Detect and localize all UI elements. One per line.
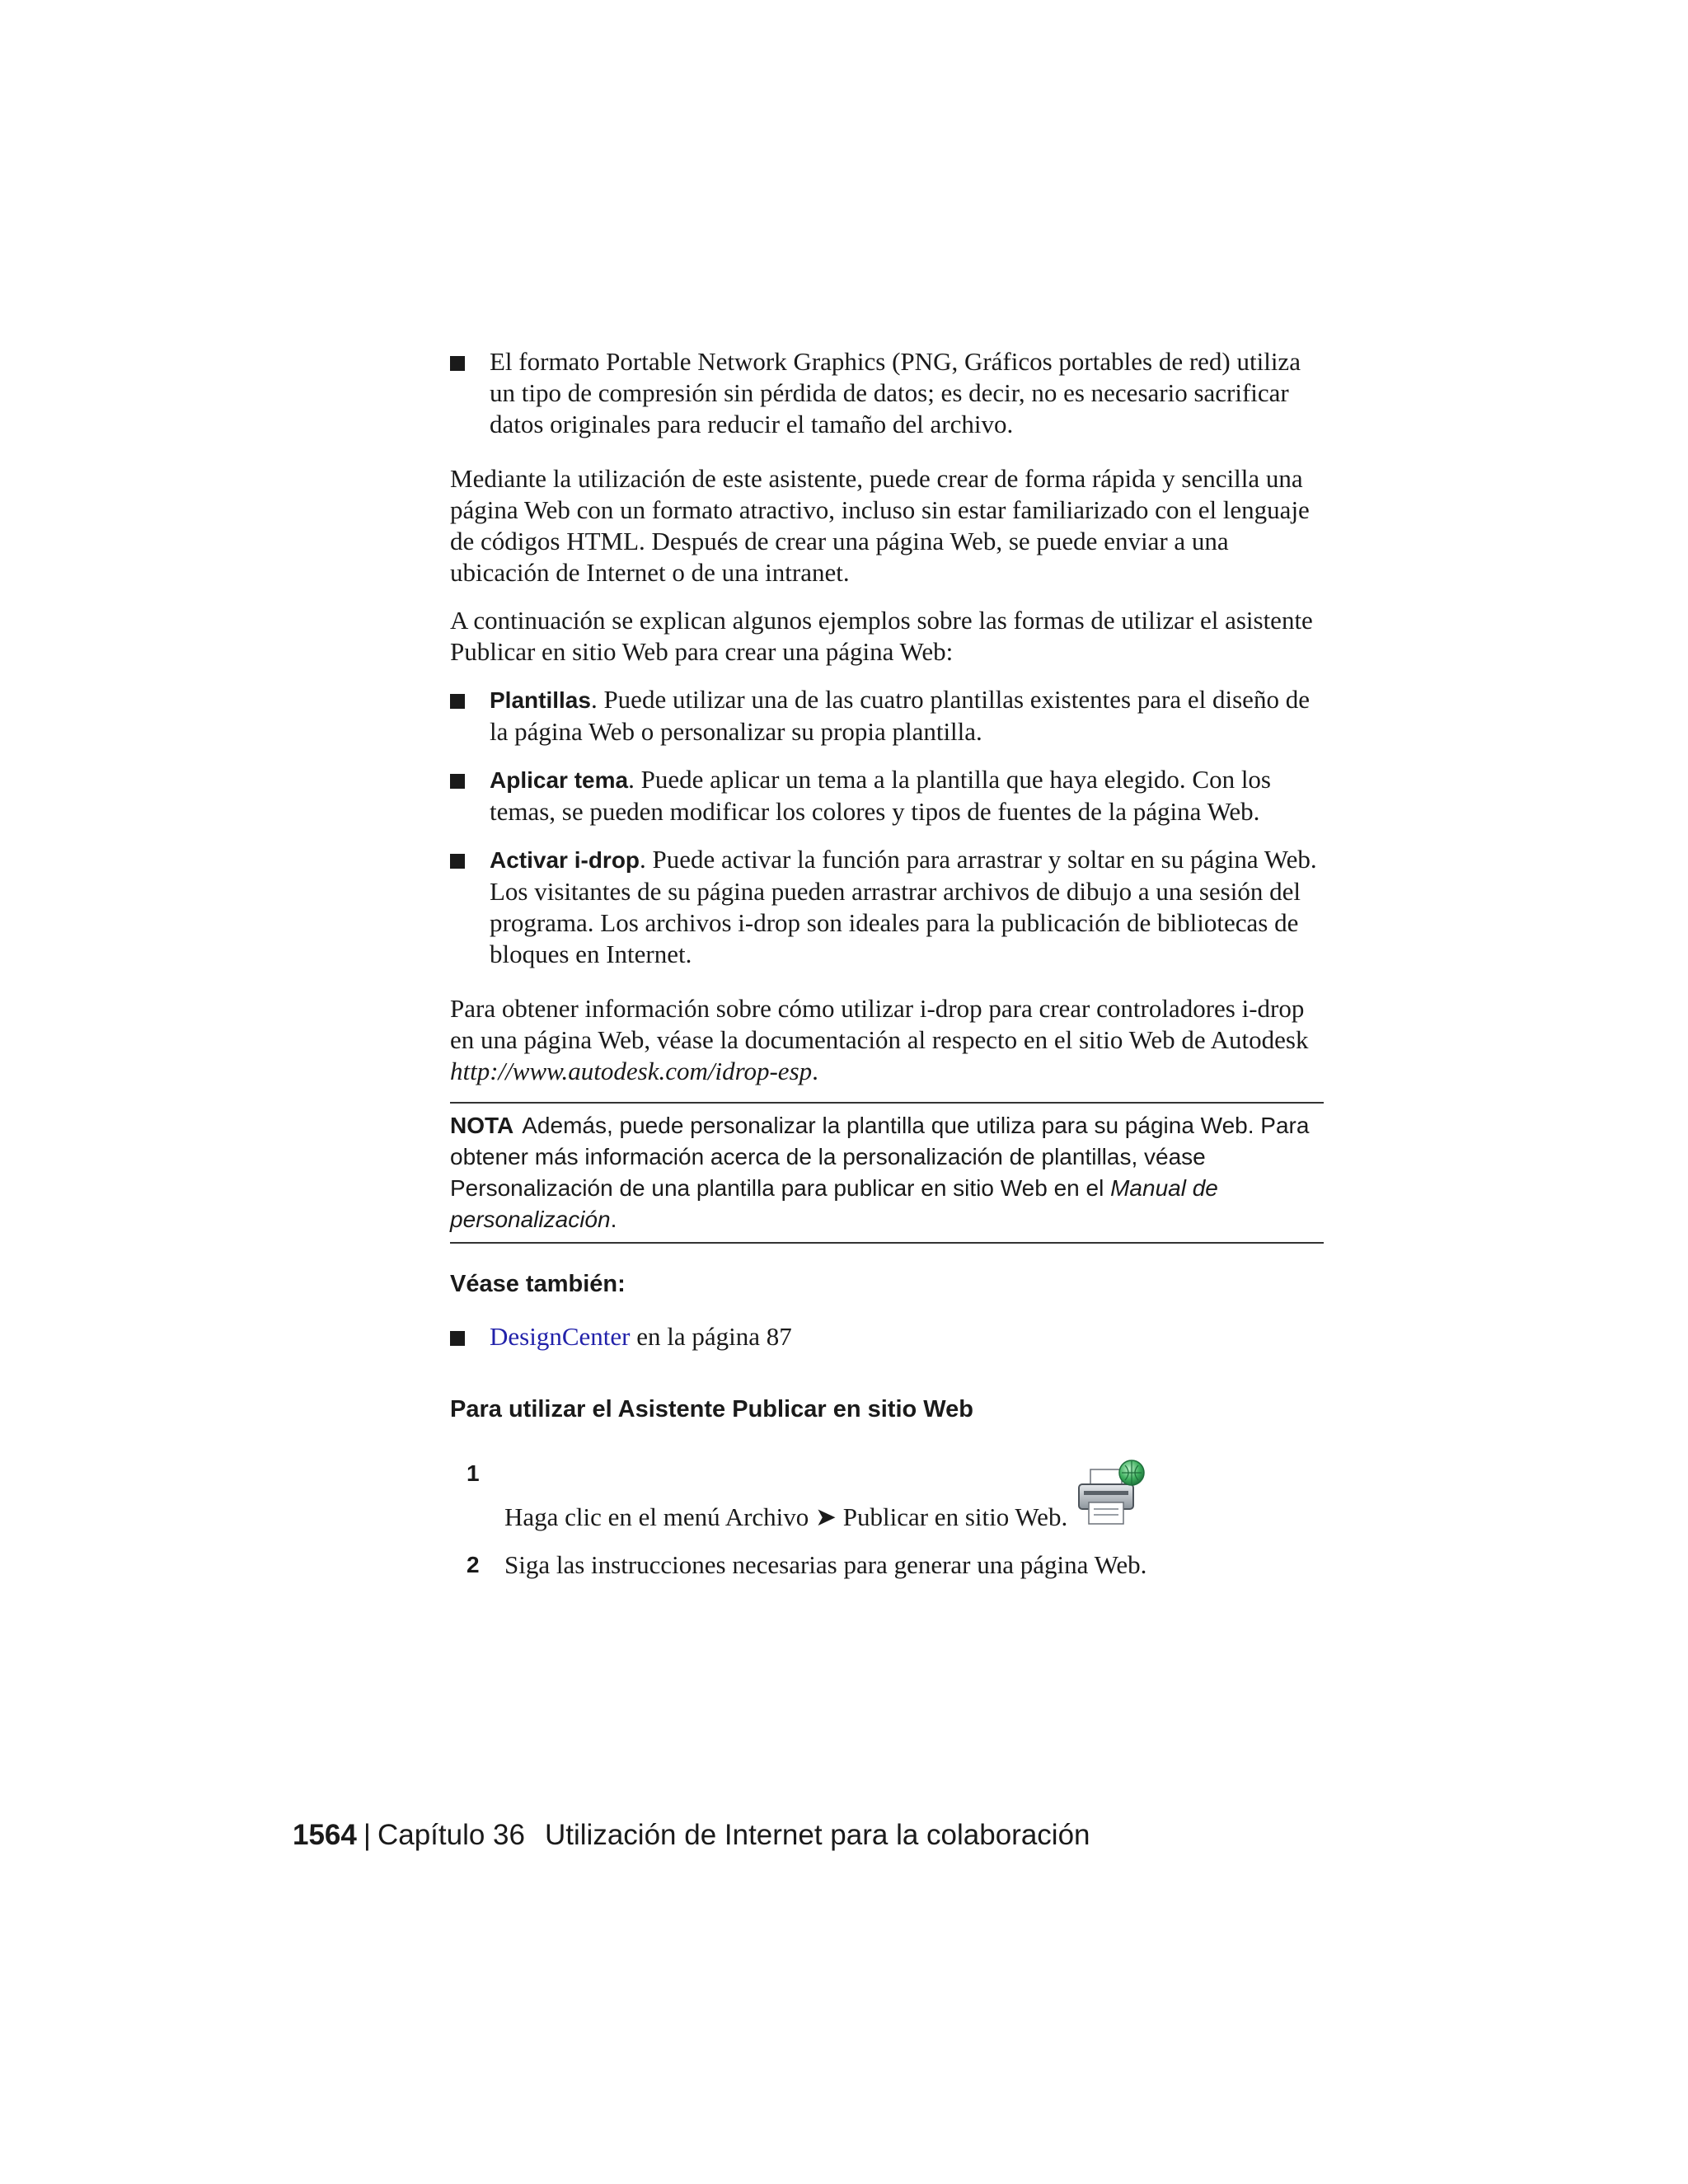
see-also-heading: Véase también: bbox=[450, 1271, 626, 1297]
list-item bbox=[450, 346, 1324, 440]
idrop-paragraph bbox=[450, 993, 1324, 1087]
chapter-title: Utilización de Internet para la colaboración bbox=[545, 1819, 1090, 1851]
bullet-text: . Puede activar la función para arrastrar y soltar en su página Web. Los visitantes de su página pueden arrastrar archivos de dibujo a una sesión del programa. Los archivos i-drop son ideales para la publicación de bibliotecas de bloques en Internet. bbox=[490, 845, 1317, 968]
list-item bbox=[450, 764, 1324, 827]
note-box bbox=[450, 1102, 1324, 1244]
note-text: Además, puede personalizar la plantilla que utiliza para su página Web. Para obtener más información acerca de la personalización de plantillas, véase Personalización de una plantilla para publicar en sitio Web en el bbox=[450, 1113, 1310, 1201]
square-bullet-icon bbox=[450, 694, 465, 709]
procedure-step bbox=[450, 1549, 1324, 1581]
idrop-paragraph-end: . bbox=[812, 1057, 818, 1085]
procedure-heading: Para utilizar el Asistente Publicar en sitio Web bbox=[450, 1396, 973, 1422]
step-number: 1 bbox=[467, 1460, 480, 1486]
square-bullet-icon bbox=[450, 1331, 465, 1346]
step-text: Haga clic en el menú Archivo ➤ Publicar en sitio Web. bbox=[504, 1502, 1068, 1531]
bullet-term-aplicar-tema: Aplicar tema bbox=[490, 767, 629, 793]
page-content bbox=[450, 346, 1324, 1581]
examples-paragraph: A continuación se explican algunos ejemplos sobre las formas de utilizar el asistente Publicar en sitio Web para crear una página Web: bbox=[450, 606, 1313, 666]
intro-paragraph: Mediante la utilización de este asistente, puede crear de forma rápida y sencilla una página Web con un formato atractivo, incluso sin estar familiarizado con el lenguaje de códigos HTML. Después de crear una página Web, se puede enviar a una ubicación de Internet o de una intranet. bbox=[450, 464, 1310, 587]
step-number: 2 bbox=[467, 1552, 480, 1577]
page-footer bbox=[293, 1817, 1090, 1854]
square-bullet-icon bbox=[450, 854, 465, 869]
chapter-label: Capítulo 36 bbox=[377, 1819, 525, 1851]
procedure-step bbox=[450, 1458, 1324, 1533]
square-bullet-icon bbox=[450, 356, 465, 371]
manual-reference: Manual de personalización bbox=[450, 1175, 1218, 1232]
note-end: . bbox=[610, 1207, 617, 1232]
idrop-paragraph-text: Para obtener información sobre cómo utilizar i-drop para crear controladores i-drop en una página Web, véase la documentación al respecto en el sitio Web de Autodesk bbox=[450, 994, 1309, 1054]
note-label: NOTA bbox=[450, 1113, 514, 1138]
see-also-rest: en la página 87 bbox=[630, 1322, 792, 1351]
bullet-text: . Puede utilizar una de las cuatro plantillas existentes para el diseño de la página Web o personalizar su propia plantilla. bbox=[490, 685, 1310, 746]
bullet-term-activar-idrop: Activar i-drop bbox=[490, 847, 640, 873]
list-item bbox=[450, 1321, 1324, 1352]
page-number: 1564 bbox=[293, 1819, 357, 1851]
bullet-text: . Puede aplicar un tema a la plantilla que haya elegido. Con los temas, se pueden modificar los colores y tipos de fuentes de la página Web. bbox=[490, 765, 1271, 826]
png-bullet-list bbox=[450, 346, 1324, 440]
png-bullet-text: El formato Portable Network Graphics (PNG, Gráficos portables de red) utiliza un tipo de compresión sin pérdida de datos; es decir, no es necesario sacrificar datos originales para reducir el tamaño del archivo. bbox=[490, 347, 1301, 438]
publish-to-web-printer-icon bbox=[1074, 1458, 1148, 1532]
step-text: Siga las instrucciones necesarias para generar una página Web. bbox=[504, 1550, 1147, 1579]
autodesk-idrop-url[interactable]: http://www.autodesk.com/idrop-esp bbox=[450, 1057, 813, 1085]
feature-bullet-list bbox=[450, 684, 1324, 970]
list-item bbox=[450, 684, 1324, 748]
see-also-list bbox=[450, 1321, 1324, 1352]
footer-separator: | bbox=[363, 1819, 371, 1851]
square-bullet-icon bbox=[450, 774, 465, 789]
list-item bbox=[450, 844, 1324, 970]
designcenter-link[interactable]: DesignCenter bbox=[490, 1322, 631, 1351]
bullet-term-plantillas: Plantillas bbox=[490, 687, 591, 713]
